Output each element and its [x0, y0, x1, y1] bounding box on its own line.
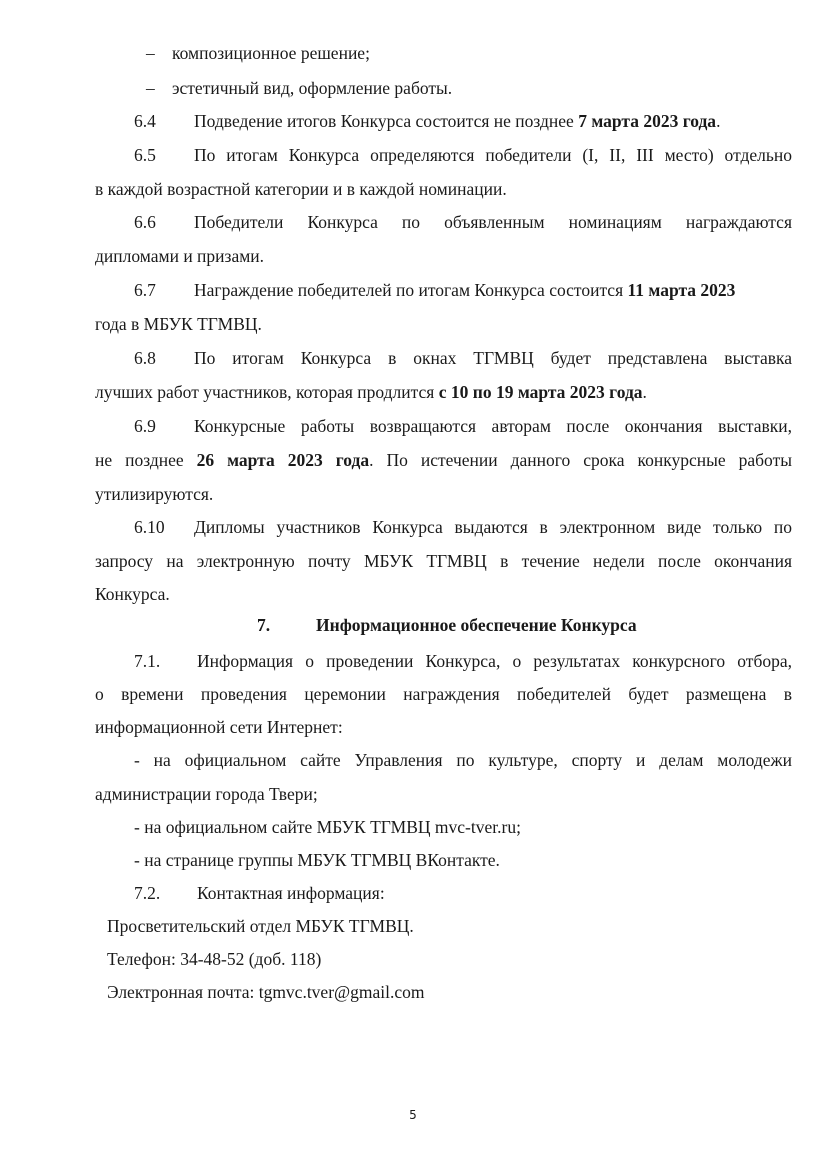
clause-6-7-date: 11 марта 2023 — [627, 280, 736, 300]
bullet-mbuk-site: - на официальном сайте МБУК ТГМВЦ mvc-tver.ru; — [134, 817, 521, 837]
page-number: 5 — [409, 1108, 417, 1122]
clause-number: 6.5 — [134, 145, 156, 165]
clause-6-8-end: . — [642, 382, 647, 402]
clause-number: 6.9 — [134, 416, 156, 436]
clause-6-4-text — [194, 110, 720, 132]
clause-number: 6.7 — [134, 280, 156, 300]
clause-6-9-end: . По истечении данного срока конкурсные работы — [369, 450, 792, 470]
clause-6-10-line2: запросу на электронную почту МБУК ТГМВЦ в течение недели после окончания — [95, 551, 792, 571]
list-dash: – — [146, 78, 155, 98]
clause-number: 7.1. — [134, 651, 161, 671]
clause-7-1-line2: о времени проведения церемонии награждения победителей будет размещена в — [95, 684, 792, 704]
clause-number: 6.4 — [134, 111, 156, 131]
list-dash: – — [146, 43, 155, 63]
list-item-composition: композиционное решение; — [172, 43, 370, 63]
contact-email: Электронная почта: tgmvc.tver@gmail.com — [107, 982, 425, 1002]
clause-number: 7.2. — [134, 883, 161, 903]
section-number: 7. — [257, 615, 271, 635]
clause-7-1-line1: Информация о проведении Конкурса, о результатах конкурсного отбора, — [197, 651, 792, 671]
clause-6-7-line2: года в МБУК ТГМВЦ. — [95, 314, 262, 334]
clause-6-5-line2: в каждой возрастной категории и в каждой номинации. — [95, 179, 507, 199]
clause-number: 6.8 — [134, 348, 156, 368]
bullet-vk-group: - на странице группы МБУК ТГМВЦ ВКонтакте. — [134, 850, 500, 870]
clause-6-9-plain: не позднее — [95, 450, 197, 470]
clause-6-7-line1 — [194, 279, 735, 301]
clause-6-4-date: 7 марта 2023 года — [578, 111, 717, 131]
section-title: Информационное обеспечение Конкурса — [316, 615, 637, 635]
clause-number: 6.10 — [134, 517, 165, 537]
clause-6-4-end: . — [716, 111, 721, 131]
clause-6-8-line1: По итогам Конкурса в окнах ТГМВЦ будет представлена выставка — [194, 348, 792, 368]
clause-6-5-line1: По итогам Конкурса определяются победители (I, II, III место) отдельно — [194, 145, 792, 165]
clause-6-9-line2 — [95, 449, 792, 471]
clause-6-9-line1: Конкурсные работы возвращаются авторам после окончания выставки, — [194, 416, 792, 436]
clause-6-9-line3: утилизируются. — [95, 484, 214, 504]
contact-title: Контактная информация: — [197, 883, 385, 903]
clause-7-1-line3: информационной сети Интернет: — [95, 717, 343, 737]
clause-number: 6.6 — [134, 212, 156, 232]
clause-6-10-line1: Дипломы участников Конкурса выдаются в электронном виде только по — [194, 517, 792, 537]
bullet-official-site-line1: - на официальном сайте Управления по культуре, спорту и делам молодежи — [134, 750, 792, 770]
clause-6-9-date: 26 марта 2023 года — [196, 450, 370, 470]
list-item-aesthetic: эстетичный вид, оформление работы. — [172, 78, 453, 98]
clause-6-8-line2 — [95, 381, 647, 403]
clause-6-6-line1: Победители Конкурса по объявленным номинациям награждаются — [194, 212, 792, 232]
clause-6-8-dates: с 10 по 19 марта 2023 года — [438, 382, 643, 402]
clause-6-10-line3: Конкурса. — [95, 584, 170, 604]
bullet-official-site-line2: администрации города Твери; — [95, 784, 318, 804]
contact-department: Просветительский отдел МБУК ТГМВЦ. — [107, 916, 414, 936]
clause-6-8-plain: лучших работ участников, которая продлится — [95, 382, 439, 402]
clause-6-7-plain: Награждение победителей по итогам Конкурса состоится — [194, 280, 628, 300]
clause-6-6-line2: дипломами и призами. — [95, 246, 265, 266]
contact-phone: Телефон: 34-48-52 (доб. 118) — [107, 949, 322, 969]
clause-6-4-plain: Подведение итогов Конкурса состоится не позднее — [194, 111, 579, 131]
